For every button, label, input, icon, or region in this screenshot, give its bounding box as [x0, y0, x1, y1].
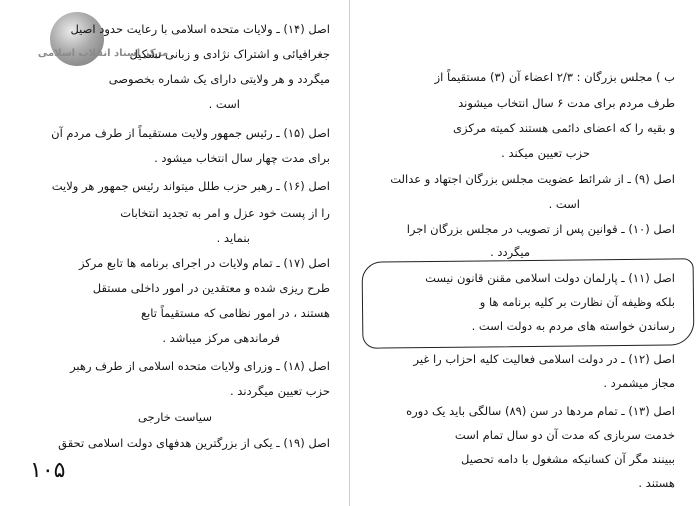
logo-text: مرکز اسناد انقلاب اسلامی [37, 48, 169, 59]
text-line: فرماندهی مرکز میباشد . [162, 331, 280, 345]
text-line: رساندن خواسته های مردم به دولت است . [471, 319, 675, 333]
text-line: اصل (۹) ـ از شرائط عضویت مجلس بزرگان اجتهاد و عدالت [390, 172, 675, 186]
text-line: میگردد . [490, 245, 530, 259]
text-line: اصل (۱۷) ـ تمام ولایات در اجرای برنامه ها تابع مرکز [78, 256, 330, 270]
text-line: هستند ، در امور نظامی که مستقیماً تابع [140, 306, 330, 320]
right-column [350, 0, 700, 506]
text-line: اصل (۱۸) ـ وزرای ولایات متحده اسلامی از طرف رهبر [70, 359, 330, 373]
page-number: ۱۰۵ [30, 458, 66, 483]
text-line: میگردد و هر ولایتی دارای یک شماره بخصوصی [108, 72, 330, 86]
text-line: اصل (۱۶) ـ رهبر حزب طلل میتواند رئیس جمهور هر ولایت [51, 179, 330, 193]
text-line: اصل (۱۱) ـ پارلمان دولت اسلامی مقنن قانون نیست [425, 271, 675, 285]
text-line: مجاز میشمرد . [603, 376, 675, 390]
text-line: هستند . [638, 476, 675, 490]
text-line: طرف مردم برای مدت ۶ سال انتخاب میشوند [458, 96, 675, 110]
text-line: ببینند مگر آن کسانیکه مشغول با دامه تحصیل [460, 452, 675, 466]
text-line: اصل (۱۳) ـ تمام مردها در سن (۸۹) سالگی باید یک دوره [406, 404, 675, 418]
text-line: ب ) مجلس بزرگان : ۲/۳ اعضاء آن (۳) مستقیماً از [434, 70, 675, 84]
text-line: اصل (۱۹) ـ یکی از بزرگترین هدفهای دولت اسلامی تحقق [58, 436, 330, 450]
text-line: است . [548, 197, 580, 211]
text-line: بنماید . [216, 231, 250, 245]
text-line: بلکه وظیفه آن نظارت بر کلیه برنامه ها و [479, 295, 675, 309]
text-line: و بقیه را که اعضای دائمی هستند کمیته مرکزی [453, 121, 675, 135]
text-line: اصل (۱۰) ـ قوانین پس از تصویب در مجلس بزرگان اجرا [406, 222, 675, 236]
text-line: خدمت سربازی که مدت آن دو سال تمام است [454, 428, 675, 442]
text-line: اصل (۱۲) ـ در دولت اسلامی فعالیت کلیه احزاب را غیر [413, 352, 675, 366]
text-line: حزب تعیین میگردند . [229, 384, 330, 398]
text-line: را از پست خود عزل و امر به تجدید انتخابات [120, 206, 330, 220]
text-line: است . [208, 97, 240, 111]
text-line: جغرافیائی و اشتراک نژادی و زبانی تشکیل [129, 47, 330, 61]
text-line: اصل (۱۵) ـ رئیس جمهور ولایت مستقیماً از طرف مردم آن [51, 126, 330, 140]
text-line: اصل (۱۴) ـ ولایات متحده اسلامی با رعایت حدود اصیل [70, 22, 330, 36]
text-line: حزب تعیین میکند . [501, 146, 590, 160]
text-line: طرح ریزی شده و معتقدین در امور داخلی مستقل [92, 281, 330, 295]
section-heading: سیاست خارجی [137, 410, 213, 424]
text-line: برای مدت چهار سال انتخاب میشود . [154, 151, 330, 165]
